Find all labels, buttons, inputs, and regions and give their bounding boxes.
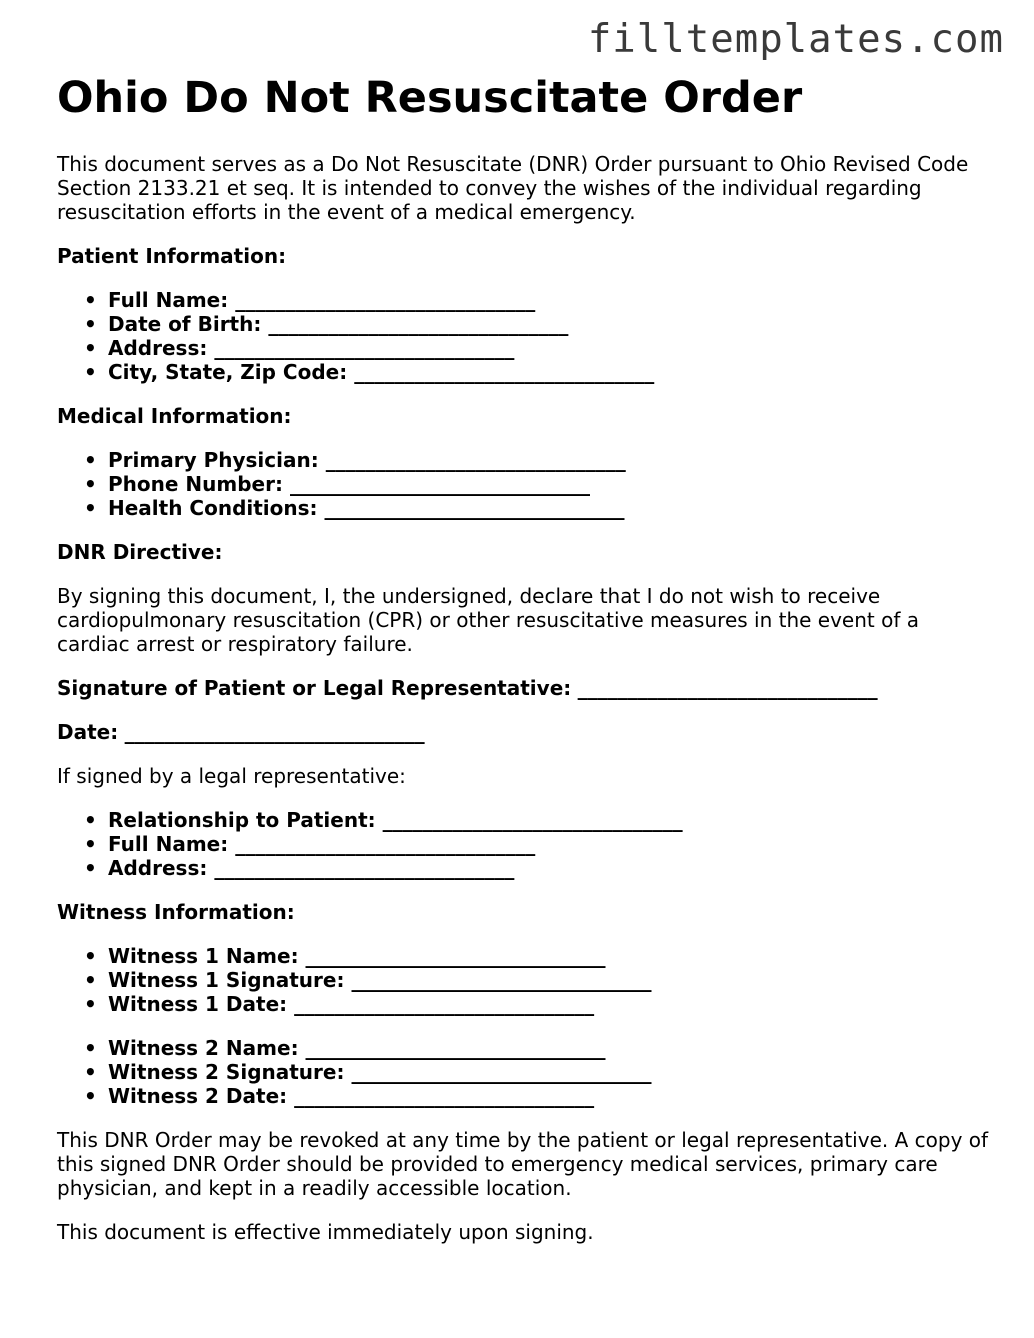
field-witness-2-date: • Witness 2 Date: ______________________________	[108, 1084, 997, 1108]
medical-info-heading: Medical Information:	[57, 404, 292, 428]
blank-line[interactable]: ______________________________	[305, 1036, 606, 1060]
blank-line[interactable]: ______________________________	[382, 808, 683, 832]
effective-paragraph: This document is effective immediately upon signing.	[57, 1220, 594, 1244]
field-primary-physician: • Primary Physician: ______________________________	[108, 448, 997, 472]
legal-rep-intro: If signed by a legal representative:	[57, 764, 406, 788]
patient-info-heading: Patient Information:	[57, 244, 287, 268]
blank-line[interactable]: ______________________________	[351, 1060, 652, 1084]
blank-line[interactable]: ______________________________	[124, 720, 425, 744]
blank-line[interactable]: ______________________________	[324, 496, 625, 520]
witness-2-list	[57, 1036, 997, 1108]
witness-info-heading: Witness Information:	[57, 900, 295, 924]
field-relationship: • Relationship to Patient: ______________________________	[108, 808, 997, 832]
legal-rep-list	[57, 808, 997, 880]
blank-line[interactable]: ______________________________	[294, 992, 595, 1016]
watermark: filltemplates.com	[587, 17, 1004, 62]
witness-1-list	[57, 944, 997, 1016]
blank-line[interactable]: ______________________________	[268, 312, 569, 336]
signature-line: Signature of Patient or Legal Representative: ______________________________	[57, 676, 878, 700]
field-city-state-zip: • City, State, Zip Code: ______________________________	[108, 360, 997, 384]
field-witness-2-signature: • Witness 2 Signature: ______________________________	[108, 1060, 997, 1084]
date-line: Date: ______________________________	[57, 720, 425, 744]
blank-line[interactable]: ______________________________	[325, 448, 626, 472]
blank-line[interactable]: ______________________________	[235, 288, 536, 312]
field-witness-1-name: • Witness 1 Name: ______________________________	[108, 944, 997, 968]
field-address: • Address: ______________________________	[108, 336, 997, 360]
medical-info-list	[57, 448, 997, 520]
field-witness-1-signature: • Witness 1 Signature: ______________________________	[108, 968, 997, 992]
field-full-name: • Full Name: ______________________________	[108, 288, 997, 312]
dnr-directive-heading: DNR Directive:	[57, 540, 223, 564]
dnr-directive-text: By signing this document, I, the undersigned, declare that I do not wish to receive cardiopulmonary resuscitation (CPR) or other resuscitative measures in the event of a cardiac arrest or respiratory failure.	[57, 584, 920, 656]
intro-paragraph: This document serves as a Do Not Resuscitate (DNR) Order pursuant to Ohio Revised Code Section 2133.21 et seq. It is intended to convey the wishes of the individual regarding resuscitation efforts in the event of a medical emergency.	[57, 152, 969, 224]
patient-info-list	[57, 288, 997, 384]
blank-line[interactable]: ______________________________	[577, 676, 878, 700]
field-witness-1-date: • Witness 1 Date: ______________________________	[108, 992, 997, 1016]
blank-line[interactable]: ______________________________	[235, 832, 536, 856]
field-rep-full-name: • Full Name: ______________________________	[108, 832, 997, 856]
blank-line[interactable]: ______________________________	[294, 1084, 595, 1108]
blank-line[interactable]: ______________________________	[214, 336, 515, 360]
blank-line[interactable]: ______________________________	[214, 856, 515, 880]
blank-line[interactable]: ______________________________	[351, 968, 652, 992]
field-rep-address: • Address: ______________________________	[108, 856, 997, 880]
field-health-conditions: • Health Conditions: ______________________________	[108, 496, 997, 520]
field-witness-2-name: • Witness 2 Name: ______________________________	[108, 1036, 997, 1060]
field-date-of-birth: • Date of Birth: ______________________________	[108, 312, 997, 336]
page-title: Ohio Do Not Resuscitate Order	[57, 73, 803, 123]
revocation-paragraph: This DNR Order may be revoked at any time by the patient or legal representative. A copy of this signed DNR Order should be provided to emergency medical services, primary care physician, and kept in a readily accessible location.	[57, 1128, 989, 1200]
blank-line[interactable]: ______________________________	[305, 944, 606, 968]
blank-line[interactable]: ______________________________	[354, 360, 655, 384]
document-page	[57, 74, 997, 1264]
blank-line[interactable]: ______________________________	[289, 472, 590, 496]
field-phone-number: • Phone Number: ______________________________	[108, 472, 997, 496]
